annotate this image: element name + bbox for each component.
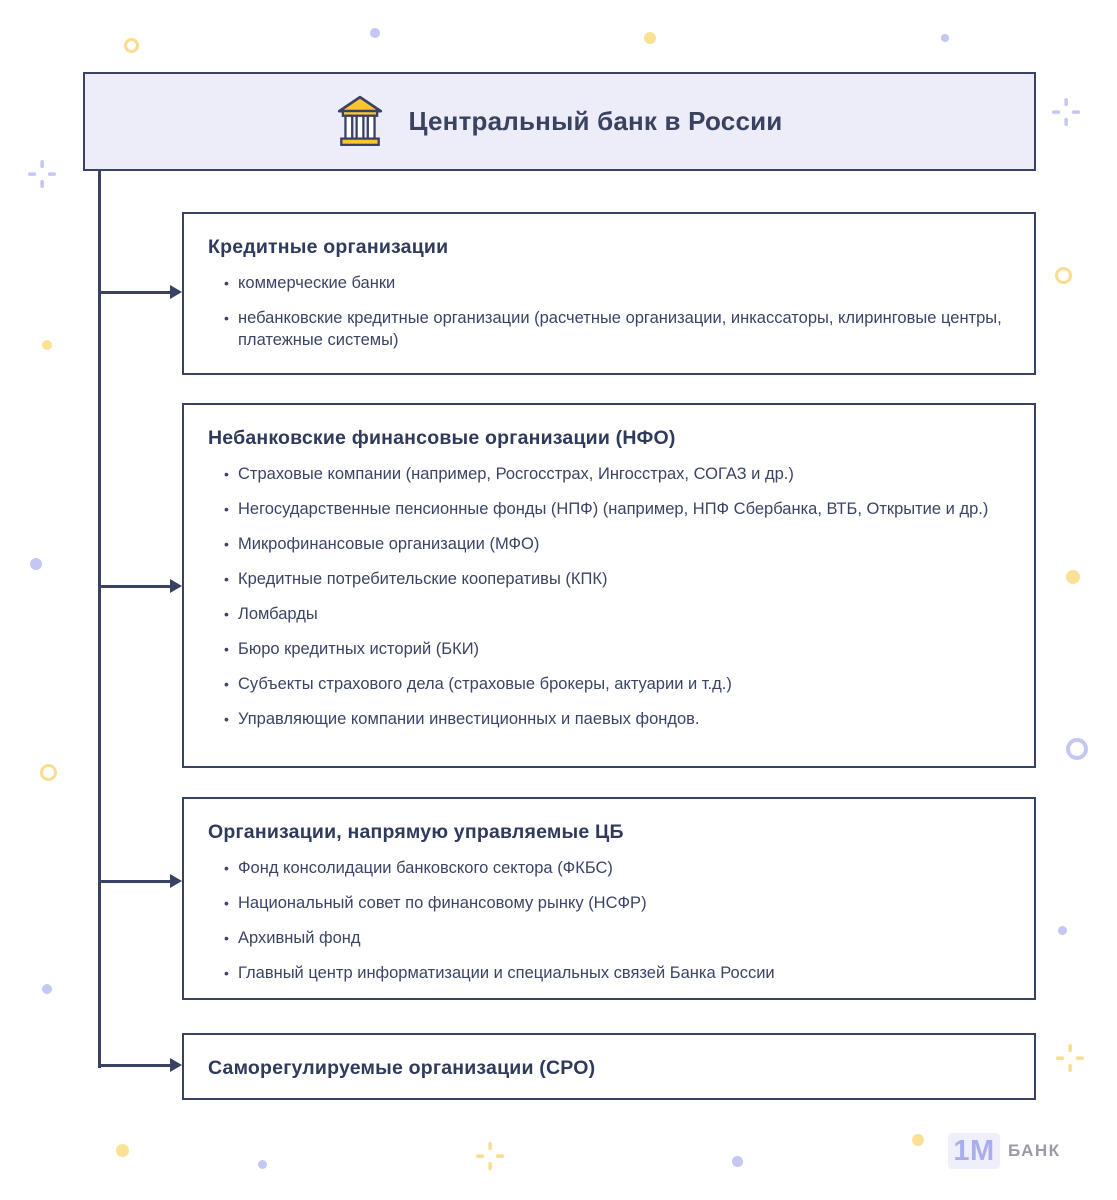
page-title: Центральный банк в России (408, 106, 783, 136)
list-item-text: Управляющие компании инвестиционных и паевых фондов. (238, 710, 700, 728)
list-item (224, 673, 1010, 695)
decoration-dot (42, 984, 52, 994)
bullet-icon: • (224, 275, 229, 291)
list-item-text: Кредитные потребительские кооперативы (КПК) (238, 570, 608, 588)
bullet-icon: • (224, 310, 229, 326)
bullet-icon: • (224, 571, 229, 587)
bullet-icon: • (224, 676, 229, 692)
list-item (224, 708, 1010, 730)
decoration-dot (42, 340, 52, 350)
bullet-icon: • (224, 536, 229, 552)
bullet-icon: • (224, 711, 229, 727)
bullet-icon: • (224, 860, 229, 876)
list-item-text: Главный центр информатизации и специальных связей Банка России (238, 964, 775, 982)
list-item-text: Микрофинансовые организации (МФО) (238, 535, 540, 553)
node-item-list (224, 857, 1010, 984)
node-item-list (224, 272, 1010, 351)
list-item-text: коммерческие банки (238, 274, 396, 292)
sparkle-icon (1052, 98, 1080, 126)
connector-arrow (100, 880, 170, 883)
node-self-regulated-organizations (182, 1033, 1036, 1100)
sparkle-icon (476, 1142, 504, 1170)
logo-suffix: БАНК (1008, 1141, 1061, 1160)
list-item-text: Бюро кредитных историй (БКИ) (238, 640, 480, 658)
bullet-icon: • (224, 930, 229, 946)
node-item-list (224, 463, 1010, 730)
decoration-ring (1066, 738, 1088, 760)
connector-arrow (100, 1064, 170, 1067)
decoration-dot (258, 1160, 267, 1169)
list-item (224, 857, 1010, 879)
brand-logo (948, 1133, 1061, 1169)
list-item (224, 962, 1010, 984)
list-item (224, 272, 1010, 294)
logo-badge: 1М (948, 1133, 1000, 1169)
list-item-text: Субъекты страхового дела (страховые брокеры, актуарии и т.д.) (238, 675, 732, 693)
decoration-dot (1058, 926, 1067, 935)
list-item-text: Архивный фонд (238, 929, 361, 947)
decoration-dot (370, 28, 380, 38)
decoration-dot (30, 558, 42, 570)
bullet-icon: • (224, 501, 229, 517)
list-item-text: Фонд консолидации банковского сектора (ФКБС) (238, 859, 613, 877)
bullet-icon: • (224, 965, 229, 981)
decoration-dot (644, 32, 656, 44)
node-nonbank-financial-organizations (182, 403, 1036, 768)
node-credit-organizations (182, 212, 1036, 375)
list-item (224, 533, 1010, 555)
list-item (224, 498, 1010, 520)
decoration-dot (1066, 570, 1080, 584)
sparkle-icon (1056, 1044, 1084, 1072)
node-title: Небанковские финансовые организации (НФО) (208, 427, 676, 449)
list-item-text: Страховые компании (например, Росгосстрах, Ингосстрах, СОГАЗ и др.) (238, 465, 794, 483)
decoration-dot (941, 34, 949, 42)
list-item (224, 638, 1010, 660)
list-item-text: небанковские кредитные организации (расчетные организации, инкассаторы, клиринговые центры, платежные системы) (238, 309, 1002, 349)
header-box (83, 72, 1036, 171)
bullet-icon: • (224, 606, 229, 622)
list-item (224, 603, 1010, 625)
list-item (224, 892, 1010, 914)
node-title: Саморегулируемые организации (СРО) (208, 1057, 596, 1079)
bullet-icon: • (224, 466, 229, 482)
list-item (224, 568, 1010, 590)
bullet-icon: • (224, 641, 229, 657)
bank-building-icon (337, 95, 383, 149)
decoration-ring (124, 38, 139, 53)
sparkle-icon (28, 160, 56, 188)
list-item (224, 307, 1010, 351)
list-item-text: Негосударственные пенсионные фонды (НПФ) (например, НПФ Сбербанка, ВТБ, Открытие и др.) (238, 500, 989, 518)
connector-arrow (100, 291, 170, 294)
decoration-ring (1055, 267, 1072, 284)
bullet-icon: • (224, 895, 229, 911)
list-item (224, 927, 1010, 949)
node-cb-managed-organizations (182, 797, 1036, 1000)
decoration-dot (912, 1134, 924, 1146)
connector-trunk-line (98, 171, 101, 1068)
node-title: Организации, напрямую управляемые ЦБ (208, 821, 624, 843)
list-item (224, 463, 1010, 485)
list-item-text: Ломбарды (238, 605, 318, 623)
connector-arrow (100, 585, 170, 588)
decoration-dot (732, 1156, 743, 1167)
decoration-ring (40, 764, 57, 781)
node-title: Кредитные организации (208, 236, 449, 258)
list-item-text: Национальный совет по финансовому рынку (НСФР) (238, 894, 647, 912)
decoration-dot (116, 1144, 129, 1157)
